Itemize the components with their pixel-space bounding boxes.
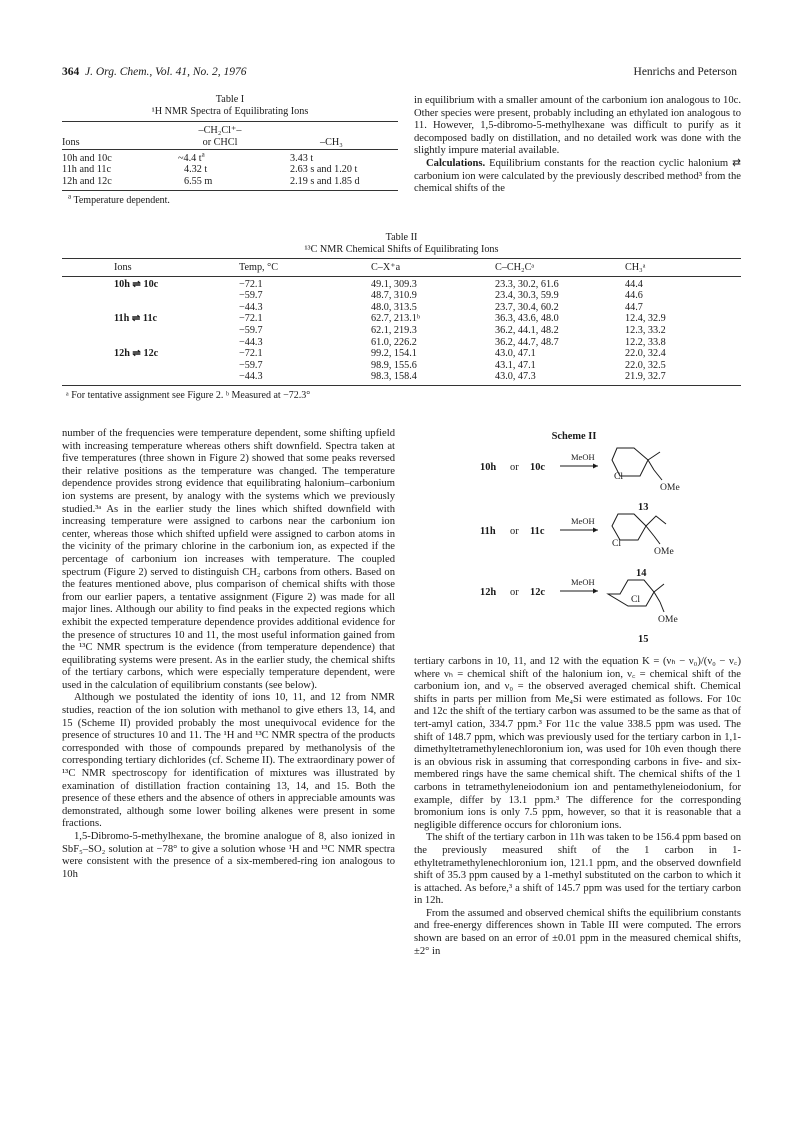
methoxy-label: OMe bbox=[660, 482, 680, 493]
table-2-grid bbox=[62, 258, 741, 386]
methoxy-label: OMe bbox=[658, 614, 678, 625]
or-word: or bbox=[510, 462, 519, 473]
table-cell-cch2: 36.2, 44.1, 48.2 bbox=[495, 324, 559, 336]
arrow-head bbox=[593, 589, 598, 594]
table-cell-ch3: 22.0, 32.5 bbox=[625, 359, 666, 371]
journal-citation: J. Org. Chem., Vol. 41, No. 2, 1976 bbox=[85, 66, 247, 78]
table-cell-ions: 12h ⇌ 12c bbox=[114, 348, 159, 360]
paragraph: in equilibrium with a smaller amount of the carbonium ion analogous to 10c. Other species were present, probably including an ethylated ion analogous to 11. However, 1,5-dibromo-5-methylhexane was difficult to purify as it decomposed badly on distillation, and no detailed work was done with the slightly impure material available. bbox=[414, 95, 741, 157]
methoxy-bond bbox=[660, 602, 664, 612]
product-number: 15 bbox=[638, 634, 649, 645]
table-cell-ions bbox=[62, 290, 227, 302]
table-cell-ions bbox=[62, 371, 227, 385]
table-row-ions: 10h and 10c bbox=[62, 152, 112, 164]
table-row bbox=[62, 371, 741, 385]
right-column-top-text bbox=[414, 95, 741, 196]
paragraph: Although we postulated the identity of ions 10, 11, and 12 from NMR studies, reaction of the ion solution with methanol to give ethers 13, 14, and 15 (Scheme II) provided probably the most unequivocal evidence for the presence of structures 10 and 11. The ¹H and ¹³C NMR spectra of the products corresponded with those of compounds prepared by methanolysis of the corresponding tertiary dichlorides (cf. Scheme II). The extraordinary power of ¹³C NMR spectroscopy for identification of mixtures was illustrated by examination of distillation fraction containing 13, 14, and 15. Both the presence of these ethers and the absence of others in appreciable amounts was demonstrated, although some lower boiling alkenes were present in some fractions. bbox=[62, 692, 395, 830]
table-cell-temp: −44.3 bbox=[239, 336, 263, 348]
table-cell-cch2: 43.0, 47.3 bbox=[473, 371, 623, 385]
table-cell-ions bbox=[62, 325, 227, 337]
scheme-row-13 bbox=[480, 448, 680, 513]
table-row bbox=[62, 360, 741, 372]
scheme-2-diagram bbox=[414, 430, 741, 652]
table-cell-temp: −59.7 bbox=[239, 324, 263, 336]
running-header-left bbox=[62, 66, 247, 79]
methyl-bonds bbox=[648, 452, 660, 470]
table-cell-ch3: 21.9, 32.7 bbox=[623, 371, 741, 385]
table-1-header-ch2-line2: or CHCl bbox=[202, 136, 238, 148]
paragraph: number of the frequencies were temperature dependent, some shifting upfield with increasing temperature whereas others shift downfield. Spectra taken at five temperatures (three shown in Figure 2) showed that some peaks reversed their relative positions as the temperature was changed. The temperature dependence provides strong evidence that equilibrating halonium–carbonium ion systems are present, by analogy with the systems which we previously studied.³ᵃ As in the earlier study the lines which shifted downfield with increasing temperature were assigned to carbons near the carbonium ion center, whereas those which shifted upfield were assigned to carbon atoms in the vicinity of the primary chlorine in the carbonium ion, as expected if the percentage of carbonium ion increases with temperature. The coupled spectrum (Figure 2) served to distinguish CH₂ carbons from others. Based on the features mentioned above, plus comparison of chemical shifts with those from our earlier papers, a tentative assignment (Figure 2) was made for all major lines. Although our ability to find peaks in the expected regions which exhibit the expected temperature dependence provides additional evidence for the presence of structures 10 and 11, the most useful information gained from the ¹³C NMR spectrum is the evidence (from temperature dependence) that equilibrating systems were present. As in the earlier study, the chemical shifts of the tertiary carbons, which were especially temperature dependent, were used in the calculation of equilibrium constants (see below). bbox=[62, 428, 395, 691]
ion-label-h: 12h bbox=[480, 587, 497, 598]
table-cell-temp: −72.1 bbox=[239, 313, 263, 325]
table-1-footnote bbox=[62, 192, 398, 208]
ethyl-bonds bbox=[646, 516, 666, 536]
chlorine-label: Cl bbox=[614, 471, 624, 482]
methoxy-bond bbox=[654, 536, 660, 544]
table-2-title: Table II bbox=[385, 232, 418, 243]
product-number: 13 bbox=[638, 502, 649, 513]
table-row-ch2: 4.32 t bbox=[184, 164, 208, 176]
table-cell-ch3: 12.2, 33.8 bbox=[625, 336, 666, 348]
table-cell-cx: 99.2, 154.1 bbox=[371, 348, 417, 360]
table-row bbox=[62, 302, 741, 314]
table-cell-temp: −44.3 bbox=[239, 301, 263, 313]
table-cell-ions bbox=[62, 360, 227, 372]
table-cell-ch3: 12.4, 32.9 bbox=[625, 313, 666, 325]
table-2 bbox=[62, 232, 741, 403]
table-cell-ions: 10h ⇌ 10c bbox=[114, 278, 159, 290]
table-2-caption: ¹³C NMR Chemical Shifts of Equilibrating Ions bbox=[304, 244, 499, 255]
section-heading: Calculations. bbox=[426, 157, 486, 169]
table-1-header-ch2 bbox=[150, 122, 290, 150]
methyl-bonds bbox=[654, 584, 664, 602]
table-cell-cx: 98.9, 155.6 bbox=[371, 359, 417, 371]
reagent-label: MeOH bbox=[571, 452, 595, 462]
table-cell-cx: 62.1, 219.3 bbox=[371, 324, 417, 336]
table-row-ch3: 3.43 t bbox=[290, 152, 314, 164]
table-cell-cch2: 43.1, 47.1 bbox=[495, 359, 536, 371]
table-1-title: Table I bbox=[215, 94, 245, 105]
table-row bbox=[62, 348, 741, 360]
scheme-title: Scheme II bbox=[551, 431, 597, 442]
table-1 bbox=[62, 94, 398, 208]
ion-label-h: 10h bbox=[480, 462, 497, 473]
table-row bbox=[62, 337, 741, 349]
chlorine-label: Cl bbox=[631, 594, 641, 605]
reagent-label: MeOH bbox=[571, 516, 595, 526]
table-cell-temp: −59.7 bbox=[239, 290, 263, 302]
table-1-header-ch2-line1: –CH₂Cl⁺– bbox=[198, 125, 242, 136]
table-row bbox=[62, 290, 741, 302]
table-cell-cx: 48.0, 313.5 bbox=[371, 301, 417, 313]
methoxy-bond bbox=[654, 470, 662, 480]
table-2-header: C–X⁺a bbox=[349, 259, 473, 277]
table-1-caption: ¹H NMR Spectra of Equilibrating Ions bbox=[151, 106, 309, 117]
table-row bbox=[62, 325, 741, 337]
table-cell-cch2: 23.4, 30.3, 59.9 bbox=[495, 290, 559, 302]
reagent-label: MeOH bbox=[571, 577, 595, 587]
table-2-header: CH₃ᵃ bbox=[623, 259, 741, 277]
table-cell-temp: −59.7 bbox=[239, 359, 263, 371]
ion-label-c: 11c bbox=[530, 526, 545, 537]
scheme-row-15 bbox=[480, 577, 678, 645]
paragraph: tertiary carbons in 10, 11, and 12 with the equation K = (νₕ − ν₀)/(ν₀ − ν꜀) where νₕ = chemical shift of the halonium ion, ν꜀ = chemical shift of the carbonium ion, and ν₀ = the observed averaged chemical shift. Chemical shifts in parts per million from Me₄Si were estimated as follows. For 10c and 12c the shift of the tertiary carbon was assumed to be the same as that of tert-amyl cation, 334.7 ppm.³ For 11c the value 338.5 ppm was used. The shift of 148.7 ppm, which was previously used for the tertiary carbon in 1,1-dimethyltetramethylenechloronium ion, was used for 10h even though there is an obvious risk in assuming that corresponding carbons in five- and six-membered rings have the same chemical shift. The chemical shifts of the 1 carbons in tetramethyleneiodonium ion and pentamethyleneiodonium, for example, differ by 13.1 ppm.³ The difference for the corresponding bromonium ions is only 7.5 ppm, however, so that it is reasonable that a negligible difference occurs for chloronium ions. bbox=[414, 656, 741, 831]
ion-label-c: 12c bbox=[530, 587, 546, 598]
methoxy-label: OMe bbox=[654, 546, 674, 557]
table-cell-cch2: 36.2, 44.7, 48.7 bbox=[495, 336, 559, 348]
table-cell-ch3: 44.4 bbox=[625, 278, 643, 290]
table-2-header: Ions bbox=[62, 259, 227, 277]
table-cell-cch2: 23.3, 30.2, 61.6 bbox=[495, 278, 559, 290]
table-cell-ions bbox=[62, 302, 227, 314]
paragraph-text: Equilibrium constants for the reaction cyclic halonium ⇄ carbonium ion were calculated by the previously described method³ from the chemical shifts of the bbox=[414, 157, 741, 195]
table-cell-ch3: 44.7 bbox=[625, 301, 643, 313]
paragraph: 1,5-Dibromo-5-methylhexane, the bromine analogue of 8, also ionized in SbF₅–SO₂ solution at −78° to give a solution whose ¹H and ¹³C NMR spectra were consistent with the presence of a six-membered-ring ion analogous to 10h bbox=[62, 831, 395, 880]
product-number: 14 bbox=[636, 568, 647, 579]
table-cell-temp: −44.3 bbox=[227, 371, 349, 385]
table-row bbox=[62, 276, 741, 290]
table-row bbox=[62, 313, 741, 325]
table-cell-cch2: 43.0, 47.1 bbox=[495, 348, 536, 360]
table-1-grid bbox=[62, 121, 398, 191]
table-2-footnote: ᵃ For tentative assignment see Figure 2. ᵇ Measured at −72.3° bbox=[66, 389, 311, 401]
table-cell-ch3: 22.0, 32.4 bbox=[625, 348, 666, 360]
paragraph: From the assumed and observed chemical shifts the equilibrium constants and free-energy differences shown in Table III were computed. The errors shown are based on an error of ±0.01 ppm in the measured chemical shifts, ±2° in bbox=[414, 907, 741, 957]
table-cell-ch2-value: ~4.4 t bbox=[178, 152, 202, 164]
right-column-bottom-text bbox=[414, 656, 741, 958]
running-header-authors: Henrichs and Peterson bbox=[633, 66, 737, 78]
table-cell-temp: −72.1 bbox=[239, 278, 263, 290]
arrow-head bbox=[593, 528, 598, 533]
table-row-ch2 bbox=[150, 149, 290, 164]
or-word: or bbox=[510, 526, 519, 537]
table-cell-ions: 11h ⇌ 11c bbox=[114, 313, 158, 325]
ion-label-c: 10c bbox=[530, 462, 546, 473]
ion-label-h: 11h bbox=[480, 526, 496, 537]
table-1-header-ions: Ions bbox=[62, 136, 80, 148]
table-cell-cx: 48.7, 310.9 bbox=[371, 290, 417, 302]
chlorine-label: Cl bbox=[612, 538, 622, 549]
table-cell-cch2: 23.7, 30.4, 60.2 bbox=[495, 301, 559, 313]
table-2-header: C–CH₂Cᵃ bbox=[473, 259, 623, 277]
table-cell-cch2: 36.3, 43.6, 48.0 bbox=[495, 313, 559, 325]
table-cell-cx: 62.7, 213.1ᵇ bbox=[371, 313, 420, 325]
table-row-ch3: 2.19 s and 1.85 d bbox=[290, 176, 360, 188]
table-row-ions: 12h and 12c bbox=[62, 176, 112, 188]
table-cell-ions bbox=[62, 337, 227, 349]
page-number: 364 bbox=[62, 66, 80, 78]
table-1-header-ch3: –CH₃ bbox=[320, 136, 343, 148]
footnote-marker: a bbox=[201, 150, 205, 159]
table-cell-cx: 98.3, 158.4 bbox=[349, 371, 473, 385]
table-cell-ch3: 44.6 bbox=[625, 290, 643, 302]
table-cell-cx: 61.0, 226.2 bbox=[371, 336, 417, 348]
table-cell-cx: 49.1, 309.3 bbox=[371, 278, 417, 290]
table-cell-temp: −72.1 bbox=[239, 348, 263, 360]
table-row-ch2: 6.55 m bbox=[184, 176, 213, 188]
table-cell-ch3: 12.3, 33.2 bbox=[625, 324, 666, 336]
scheme-2 bbox=[414, 430, 741, 652]
cyclohexyl-ring bbox=[612, 514, 646, 540]
paragraph bbox=[414, 158, 741, 196]
table-row-ions: 11h and 11c bbox=[62, 164, 112, 176]
paragraph: The shift of the tertiary carbon in 11h was taken to be 156.4 ppm based on the previously measured shift of the 1 carbon in 1-ethyltetramethylenechloronium ion, 121.1 ppm, and the observed downfield shift of 35.3 ppm caused by a 1-methyl substituted on the carbon to which it is attached. As before,³ a shift of 145.7 ppm was used for the tertiary carbon in 12h. bbox=[414, 832, 741, 907]
scheme-row-14 bbox=[480, 514, 674, 579]
footnote-text: Temperature dependent. bbox=[73, 194, 170, 206]
or-word: or bbox=[510, 587, 519, 598]
footnote-marker: a bbox=[68, 192, 72, 201]
left-column-text bbox=[62, 428, 395, 881]
table-row-ch3: 2.63 s and 1.20 t bbox=[290, 164, 358, 176]
arrow-head bbox=[593, 464, 598, 469]
table-2-header: Temp, °C bbox=[227, 259, 349, 277]
